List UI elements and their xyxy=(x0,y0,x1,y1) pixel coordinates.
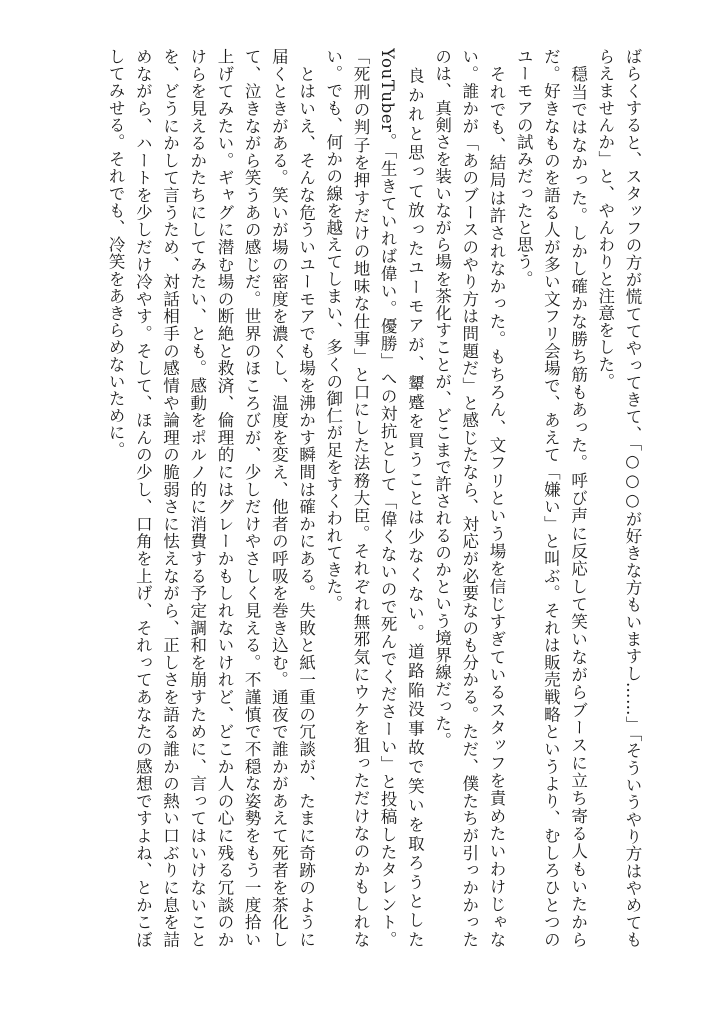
paragraph: 良かれと思って放ったユーモアが、顰蹙を買うことは少なくない。道路陥没事故で笑いを取ろうとしたYouTuber。「生きていれば偉い。優勝」への対抗として「偉くないので死んでくださーい」と投稿したタレント。「死刑の判子を押すだけの地味な仕事」と口にした法務大臣。それぞれ無邪気にウケを狙っただけなのかもしれない。でも、何かの線を越えてしまい、多くの御仁が足をすくわれてきた。 xyxy=(323,48,425,948)
paragraph: それでも、結局は許されなかった。もちろん、文フリという場を信じすぎているスタッフを責めたいわけじゃない。誰かが「あのブースのやり方は問題だ」と感じたなら、対応が必要なのも分かる。ただ、僕たちが引っかかったのは、真剣さを装いながら場を茶化すことが、どこまで許されるのかという境界線だった。 xyxy=(432,48,506,948)
vertical-text-body xyxy=(66,48,646,948)
paragraph: ばらくすると、スタッフの方が慌ててやってきて、「○○○が好きな方もいますし……」「そういうやり方はやめてもらえませんか」と、やんわりと注意をした。 xyxy=(595,48,642,948)
paragraph: 穏当ではなかった。しかし確かな勝ち筋もあった。呼び声に反応して笑いながらブースに立ち寄る人もいたからだ。好きなものを語る人が多い文フリ会場で、あえて「嫌い」と叫ぶ。それは販売戦略というより、むしろひとつのユーモアの試みだったと思う。 xyxy=(514,48,588,948)
paragraph: とはいえ、そんな危ういユーモアでも場を沸かす瞬間は確かにある。失敗と紙一重の冗談が、たまに奇跡のように届くときがある。笑いが場の密度を濃くし、温度を変え、他者の呼吸を巻き込む。通夜で誰かがあえて死者を茶化して、泣きながら笑うあの感じだ。世界のほころびが、少しだけやさしく見える。不謹慎で不穏な姿勢をもう一度拾い上げてみたい。ギャグに潜む場の断絶と救済、倫理的にはグレーかもしれないけれど、どこか人の心に残る冗談のかけらを見えるかたちにしてみたい、とも。感動をポルノ的に消費する予定調和を崩すために、言ってはいけないことを、どうにかして言うため、対話相手の感情や論理の脆弱さに怯えながら、正しさを語る誰かの熱い口ぶりに息を詰めながら、ハートを少しだけ冷やす。そして、ほんの少し、口角を上げ、それってあなたの感想ですよね、とかこぼしてみせる。それでも、冷笑をあきらめないために。 xyxy=(106,48,316,948)
